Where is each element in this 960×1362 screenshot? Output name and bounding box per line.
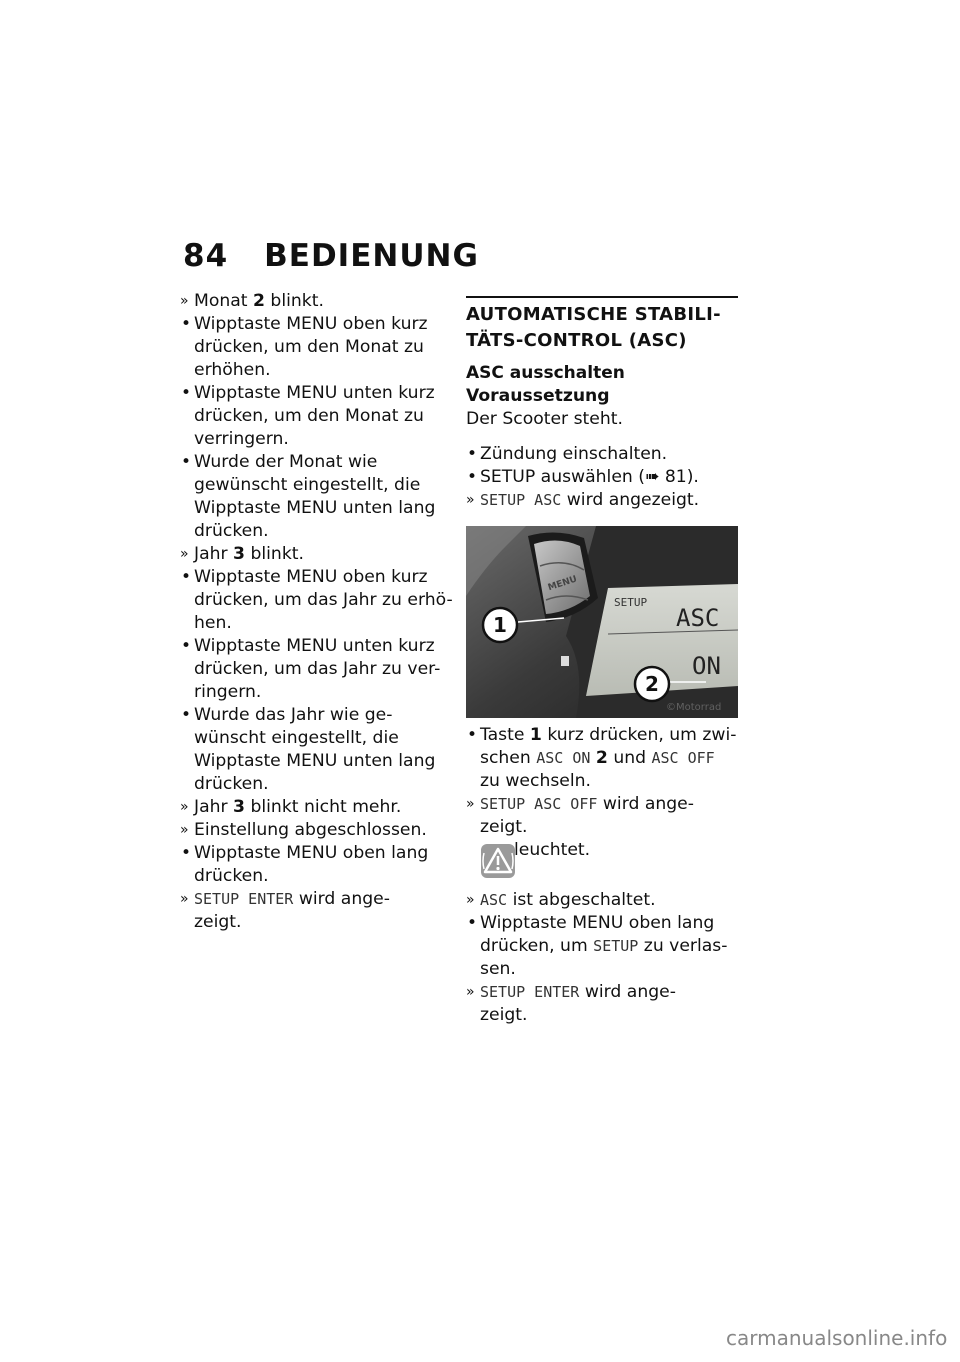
lcd-setup-text: SETUP <box>614 596 648 609</box>
list-item <box>180 382 455 451</box>
text: zeigt. <box>194 912 242 932</box>
list-item <box>180 635 455 704</box>
display-text: SETUP ASC OFF <box>480 795 598 813</box>
text: Wipptaste MENU unten kurz <box>194 383 435 403</box>
text: AUTOMATISCHE STABILI- <box>466 304 721 325</box>
callout-ref: 3 <box>233 544 245 564</box>
list-item <box>466 724 738 793</box>
section-title <box>466 302 738 354</box>
text: und <box>613 748 647 768</box>
display-text: SETUP ENTER <box>480 983 580 1001</box>
text: drücken. <box>194 774 269 794</box>
list-item <box>466 489 738 512</box>
text: wird ange- <box>602 794 694 814</box>
text: drücken, um <box>480 936 588 956</box>
display-text: ASC <box>480 891 508 909</box>
text: sen. <box>480 959 516 979</box>
display-text: SETUP ENTER <box>194 890 294 908</box>
list-item <box>180 796 455 819</box>
display-text: SETUP ASC <box>480 491 562 509</box>
text: wird ange- <box>584 982 676 1002</box>
list-item <box>466 443 738 466</box>
text: Zündung einschalten. <box>480 444 668 464</box>
list-item <box>180 566 455 635</box>
section-rule <box>466 296 738 298</box>
list-item <box>180 704 455 796</box>
text: Wipptaste MENU unten lang <box>194 751 436 771</box>
site-watermark: carmanualsonline.info <box>726 1326 948 1350</box>
text: Jahr <box>194 544 228 564</box>
text: Monat <box>194 291 248 311</box>
callout-ref: 1 <box>529 725 542 745</box>
list-item <box>466 981 738 1027</box>
text: ringern. <box>194 682 262 702</box>
text: verringern. <box>194 429 289 449</box>
display-text: SETUP <box>593 937 639 955</box>
prerequisite-title: Voraussetzung <box>466 386 610 406</box>
text: blinkt. <box>270 291 324 311</box>
text: zu verlas- <box>643 936 728 956</box>
page-header <box>183 238 479 274</box>
list-item <box>180 290 455 313</box>
text: Wipptaste MENU oben kurz <box>194 567 428 587</box>
asc-warning-lamp-icon <box>480 843 516 879</box>
callout-ref: 2 <box>595 748 608 768</box>
text: Wipptaste MENU oben lang <box>480 913 715 933</box>
text: kurz drücken, um zwi- <box>547 725 737 745</box>
callout-ref: 3 <box>233 797 245 817</box>
text: schen <box>480 748 531 768</box>
display-text: ASC OFF <box>651 749 715 767</box>
text: wird angezeigt. <box>566 490 700 510</box>
text: drücken, um den Monat zu <box>194 406 424 426</box>
text: Jahr <box>194 797 228 817</box>
text: wünscht eingestellt, die <box>194 728 399 748</box>
text: zeigt. <box>480 1005 528 1025</box>
text: SETUP auswählen ( <box>480 467 645 487</box>
lcd-on-text: ON <box>692 652 721 680</box>
text: gewünscht eingestellt, die <box>194 475 421 495</box>
list-item <box>466 793 738 839</box>
text: Wipptaste MENU oben kurz <box>194 314 428 334</box>
list-item <box>466 466 738 489</box>
list-item <box>466 889 738 912</box>
text: Wipptaste MENU oben lang <box>194 843 429 863</box>
text: zu wechseln. <box>480 771 592 791</box>
text: drücken, um das Jahr zu ver- <box>194 659 441 679</box>
text: Einstellung abgeschlossen. <box>194 820 427 840</box>
instrument-photo <box>466 526 738 718</box>
text: Wipptaste MENU unten lang <box>194 498 436 518</box>
list-item <box>180 888 455 934</box>
photo-watermark: ©Motorrad <box>666 702 722 713</box>
text: hen. <box>194 613 232 633</box>
list-item <box>180 451 455 543</box>
list-item <box>180 313 455 382</box>
list-item <box>466 912 738 981</box>
text: drücken, um das Jahr zu erhö- <box>194 590 453 610</box>
text: drücken. <box>194 866 269 886</box>
text: zeigt. <box>480 817 528 837</box>
display-text: ASC ON <box>536 749 591 767</box>
text: wird ange- <box>298 889 390 909</box>
menu-button-label: MENU <box>546 574 579 594</box>
subsection-title: ASC ausschalten <box>466 363 625 383</box>
text: ist abgeschaltet. <box>512 890 656 910</box>
list-item <box>180 842 455 888</box>
page-title: BEDIENUNG <box>264 238 479 274</box>
callout-2-number: 2 <box>645 672 659 696</box>
text: blinkt. <box>250 544 304 564</box>
lcd-asc-text: ASC <box>676 604 720 632</box>
text: Taste <box>480 725 525 745</box>
page-ref-arrow-icon: ➠ <box>644 467 660 487</box>
text: drücken, um den Monat zu <box>194 337 424 357</box>
text: 81). <box>664 467 699 487</box>
text: erhöhen. <box>194 360 271 380</box>
text: blinkt nicht mehr. <box>250 797 402 817</box>
instrument-illustration <box>466 526 738 718</box>
text: Wipptaste MENU unten kurz <box>194 636 435 656</box>
callout-1-number: 1 <box>493 613 507 637</box>
left-column <box>180 290 455 934</box>
page-number: 84 <box>183 238 229 274</box>
prerequisite-text: Der Scooter steht. <box>466 409 623 429</box>
text: Wurde das Jahr wie ge- <box>194 705 393 725</box>
right-column <box>466 290 738 1027</box>
text: leuchtet. <box>514 840 591 860</box>
warning-lamp-row <box>466 839 738 889</box>
callout-ref: 2 <box>252 291 265 311</box>
text: Wurde der Monat wie <box>194 452 378 472</box>
list-item <box>180 543 455 566</box>
text: TÄTS-CONTROL (ASC) <box>466 330 687 351</box>
list-item <box>180 819 455 842</box>
text: drücken. <box>194 521 269 541</box>
small-indicator <box>561 656 569 666</box>
